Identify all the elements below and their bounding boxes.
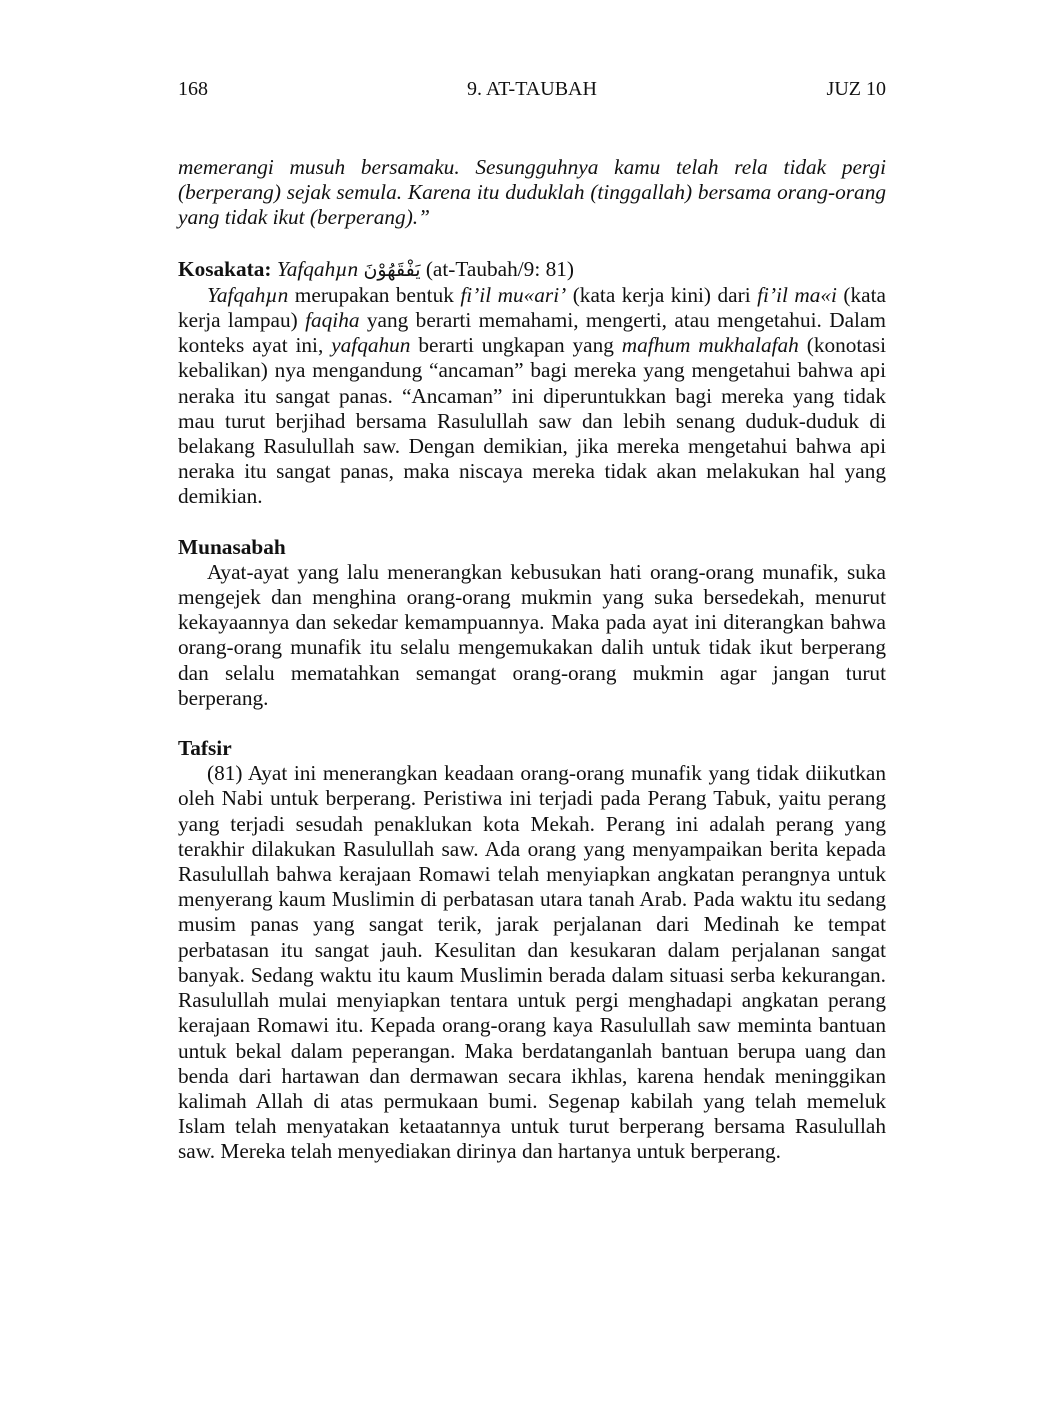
kosakata-paragraph: Yafqahµn merupakan bentuk fi’il mu«ari’ (kata kerja kini) dari fi’il ma«i (kata kerja lampau) faqiha yang berarti memahami, mengerti, atau mengetahui. Dalam konteks ayat ini, yafqahun berarti ungkapan yang mafhum mukhalafah (konotasi kebalikan) nya mengandung “ancaman” bagi mereka yang mengetahui bahwa api neraka itu sangat panas. “Ancaman” ini diperuntukkan bagi mereka yang tidak mau turut berjihad bersama Rasulullah saw dan lebih senang duduk-duduk di belakang Rasulullah saw. Dengan demikian, jika mereka mengetahui bahwa api neraka itu sangat panas, maka niscaya mereka tidak akan melakukan hal yang demikian. [178,282,886,509]
kosakata-label: Kosakata: [178,256,272,281]
tafsir-heading: Tafsir [178,736,232,761]
kosakata-heading [178,257,886,283]
page-body [178,155,886,1165]
surah-title: 9. AT-TAUBAH [467,78,597,100]
munasabah-section [178,535,886,711]
kosakata-arabic: يَفْقَهُوْنَ [363,258,421,281]
tafsir-section [178,736,886,1164]
page-number: 168 [178,78,208,100]
verse-translation-quote: memerangi musuh bersamaku. Sesungguhnya kamu telah rela tidak pergi (berperang) sejak semula. Karena itu duduklah (tinggallah) bersama orang-orang yang tidak ikut (berperang).” [178,155,886,230]
page-header [178,74,886,104]
juz-label: JUZ 10 [826,78,886,100]
munasabah-paragraph: Ayat-ayat yang lalu menerangkan kebusukan hati orang-orang munafik, suka mengejek dan menghina orang-orang mukmin yang suka bersedekah, menurut kekayaannya dan sekedar kemampuannya. Maka pada ayat ini diterangkan bahwa orang-orang munafik itu selalu mengemukakan dalih untuk tidak ikut berperang dan selalu mematahkan semangat orang-orang mukmin agar jangan turut berperang. [178,559,886,710]
tafsir-paragraph: (81) Ayat ini menerangkan keadaan orang-orang munafik yang tidak diikutkan oleh Nabi untuk berperang. Peristiwa ini terjadi pada Perang Tabuk, yaitu perang yang terjadi sesudah penaklukan kota Mekah. Perang ini adalah perang yang terakhir dilakukan Rasulullah saw. Ada orang yang menyampaikan berita kepada Rasulullah bahwa kerajaan Romawi telah menyiapkan angkatan perangnya untuk menyerang kaum Muslimin di perbatasan utara tanah Arab. Pada waktu itu sedang musim panas yang sangat terik, jarak perjalanan dari Medinah ke tempat perbatasan itu sangat jauh. Kesulitan dan kesukaran dalam perjalanan sangat banyak. Sedang waktu itu kaum Muslimin berada dalam situasi serba kekurangan. Rasulullah mulai menyiapkan tentara untuk pergi menghadapi angkatan perang kerajaan Romawi itu. Kepada orang-orang kaya Rasulullah saw meminta bantuan untuk bekal dalam peperangan. Maka berdatanganlah bantuan berupa uang dan benda dari hartawan dan dermawan secara ikhlas, karena hendak meninggikan kalimah Allah di atas permukaan bumi. Segenap kabilah yang telah memeluk Islam telah menyatakan ketaatannya untuk turut berperang bersama Rasulullah saw. Mereka telah menyediakan dirinya dan hartanya untuk berperang. [178,761,886,1164]
kosakata-term: Yafqahµn [276,256,359,281]
kosakata-paragraph-term: Yafqahµn [207,282,289,307]
kosakata-reference: (at-Taubah/9: 81) [425,256,574,281]
munasabah-heading: Munasabah [178,534,286,559]
